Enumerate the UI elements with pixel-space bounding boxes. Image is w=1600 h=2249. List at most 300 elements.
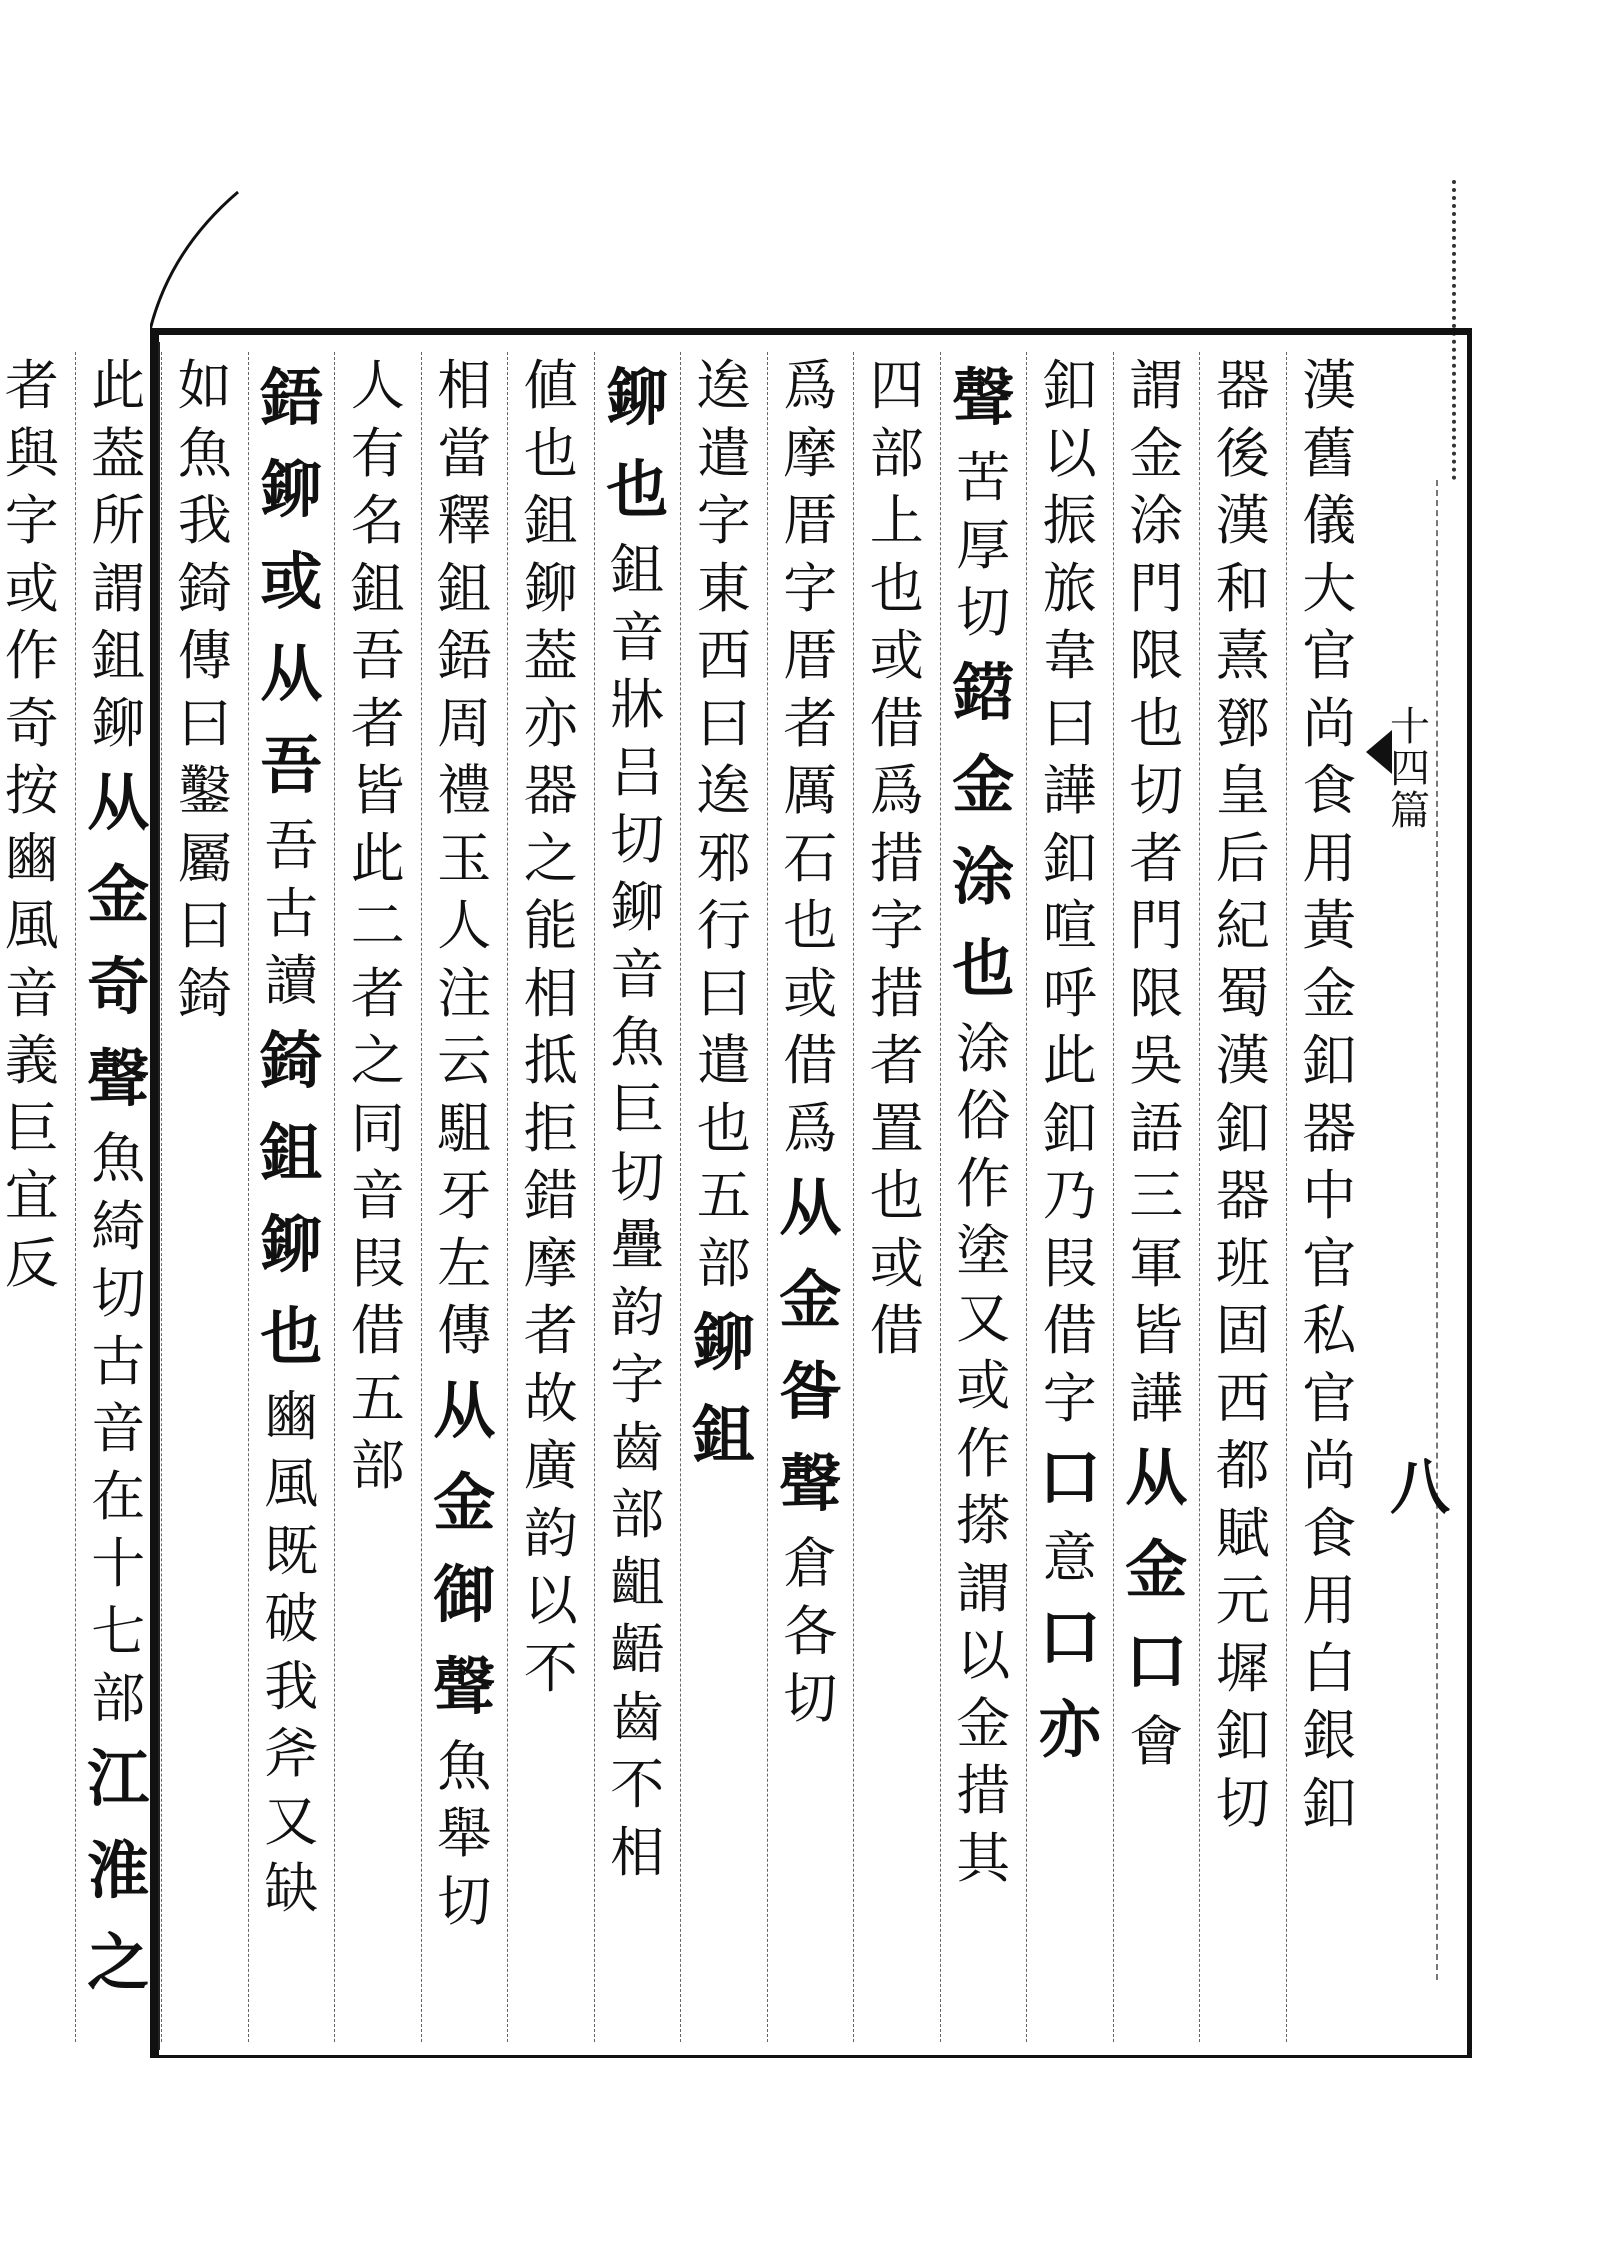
glyph: 搽 [956, 1489, 1011, 1552]
glyph: 音 [4, 961, 59, 1025]
glyph: 軍 [1129, 1231, 1184, 1295]
glyph: 切 [956, 581, 1011, 644]
glyph: 或 [260, 545, 323, 618]
glyph: 邪 [696, 826, 751, 890]
glyph: 切 [783, 1667, 838, 1730]
glyph: 涂 [956, 1016, 1011, 1080]
glyph: 曰 [1042, 691, 1097, 755]
glyph: 有 [350, 421, 405, 485]
glyph: 也 [1129, 691, 1184, 755]
glyph: 用 [1302, 826, 1357, 890]
glyph: 行 [696, 894, 751, 957]
glyph: 字 [4, 489, 59, 552]
glyph: 金 [433, 1465, 496, 1539]
text-column [1026, 352, 1113, 2042]
glyph: 讀 [264, 949, 319, 1012]
glyph: 鉚 [91, 691, 146, 755]
glyph: 傳 [437, 1299, 492, 1362]
glyph: 也 [869, 556, 924, 620]
glyph: 字 [783, 556, 838, 620]
glyph: 意 [1042, 1526, 1097, 1589]
glyph: 吳 [1129, 1029, 1184, 1092]
glyph: 西 [696, 624, 751, 687]
glyph: 能 [523, 894, 578, 957]
glyph: 切 [437, 1869, 492, 1933]
glyph: 遣 [696, 1029, 751, 1092]
glyph: 屬 [177, 826, 232, 890]
glyph: 作 [4, 624, 59, 687]
glyph: 切 [91, 1262, 146, 1325]
glyph: 都 [1215, 1434, 1270, 1497]
glyph: 注 [437, 961, 492, 1025]
glyph: 或 [869, 1231, 924, 1295]
glyph: 金 [1302, 961, 1357, 1025]
glyph: 門 [1129, 894, 1184, 957]
text-column [594, 352, 681, 2042]
glyph: 爲 [869, 759, 924, 822]
glyph: 金 [87, 858, 150, 931]
glyph: 與 [4, 421, 59, 485]
text-column [248, 352, 335, 2042]
glyph: 釦 [1215, 1704, 1270, 1767]
glyph: 者 [869, 1029, 924, 1092]
section-label [1390, 706, 1430, 832]
text-column [1286, 352, 1373, 2042]
glyph: 亦 [1038, 1692, 1101, 1766]
glyph: 巨 [4, 1096, 59, 1160]
glyph: 釦 [1042, 354, 1097, 417]
glyph: 鉏 [350, 556, 405, 620]
glyph: 曰 [177, 691, 232, 755]
glyph: 后 [1215, 826, 1270, 890]
glyph: 古 [264, 881, 319, 945]
glyph: 用 [1302, 1569, 1357, 1632]
glyph: 亦 [523, 691, 578, 755]
glyph: 鄧 [1215, 691, 1270, 755]
glyph: 錡 [177, 961, 232, 1025]
glyph: 逘 [696, 759, 751, 822]
glyph: 此 [350, 826, 405, 890]
glyph: 既 [264, 1519, 319, 1583]
glyph: 我 [264, 1654, 319, 1718]
glyph: 釦 [1042, 1096, 1097, 1160]
glyph: 相 [437, 354, 492, 417]
text-columns [4, 352, 1372, 2042]
glyph: 也 [869, 1164, 924, 1227]
glyph: 缺 [264, 1857, 319, 1920]
glyph: 相 [610, 1820, 665, 1884]
glyph: 口 [1038, 1441, 1101, 1514]
glyph: 周 [437, 691, 492, 755]
glyph: 振 [1042, 489, 1097, 552]
glyph: 厝 [783, 489, 838, 552]
glyph: 鉚 [610, 875, 665, 939]
glyph: 謂 [956, 1556, 1011, 1620]
glyph: 不 [610, 1753, 665, 1816]
glyph: 部 [869, 421, 924, 485]
glyph: 吾 [264, 814, 319, 877]
text-column [507, 352, 594, 2042]
glyph: 葢 [523, 624, 578, 687]
glyph: 傳 [177, 624, 232, 687]
glyph: 名 [350, 489, 405, 552]
glyph: 又 [264, 1789, 319, 1853]
glyph: 葢 [91, 421, 146, 485]
glyph: 曰 [696, 961, 751, 1025]
glyph: 牀 [610, 673, 665, 736]
glyph: 作 [956, 1421, 1011, 1485]
glyph: 此 [91, 354, 146, 417]
glyph: 拒 [523, 1096, 578, 1160]
glyph: 相 [523, 961, 578, 1025]
glyph: 或 [783, 961, 838, 1025]
glyph: 叚 [1042, 1231, 1097, 1295]
glyph: 後 [1215, 421, 1270, 485]
glyph: 呼 [1042, 961, 1097, 1025]
glyph: 鉚 [260, 1207, 323, 1281]
glyph: 鉏 [523, 489, 578, 552]
glyph: 蜀 [1215, 961, 1270, 1025]
glyph: 漢 [1215, 1029, 1270, 1092]
glyph: 以 [523, 1569, 578, 1632]
glyph: 錡 [260, 1023, 323, 1097]
glyph: 奇 [87, 950, 150, 1023]
glyph: 也 [696, 1096, 751, 1160]
glyph: 錡 [177, 556, 232, 620]
glyph: 也 [952, 931, 1015, 1005]
glyph: 厚 [956, 513, 1011, 577]
text-column [0, 352, 75, 2042]
glyph: 借 [783, 1029, 838, 1092]
glyph: 駔 [437, 1096, 492, 1160]
glyph: 鍣 [952, 655, 1015, 729]
glyph: 限 [1129, 961, 1184, 1025]
glyph: 十 [91, 1532, 146, 1595]
glyph: 左 [437, 1231, 492, 1295]
glyph: 釦 [1302, 1029, 1357, 1092]
page-number: 八 [1390, 1453, 1450, 1523]
glyph: 御 [433, 1557, 496, 1631]
glyph: 豳 [264, 1384, 319, 1448]
glyph: 切 [610, 808, 665, 871]
glyph: 舊 [1302, 421, 1357, 485]
glyph: 在 [91, 1464, 146, 1528]
glyph: 漢 [1215, 489, 1270, 552]
glyph: 金 [779, 1263, 842, 1336]
glyph: 漢 [1302, 354, 1357, 417]
glyph: 譁 [1042, 759, 1097, 822]
glyph: 从 [433, 1373, 496, 1447]
glyph: 義 [4, 1029, 59, 1092]
glyph: 魚 [91, 1127, 146, 1190]
glyph: 玉 [437, 826, 492, 890]
glyph: 私 [1302, 1299, 1357, 1362]
glyph: 固 [1215, 1299, 1270, 1362]
glyph: 我 [177, 489, 232, 552]
glyph: 限 [1129, 624, 1184, 687]
glyph: 齬 [610, 1618, 665, 1681]
glyph: 吕 [610, 740, 665, 804]
glyph: 釦 [1215, 1096, 1270, 1160]
glyph: 器 [1302, 1096, 1357, 1160]
glyph: 皆 [350, 759, 405, 822]
glyph: 錯 [523, 1164, 578, 1227]
glyph: 譁 [1129, 1366, 1184, 1430]
glyph: 爲 [783, 354, 838, 417]
glyph: 器 [1215, 354, 1270, 417]
glyph: 人 [350, 354, 405, 417]
text-column [940, 352, 1027, 2042]
glyph: 風 [4, 894, 59, 957]
glyph: 班 [1215, 1231, 1270, 1295]
glyph: 儀 [1302, 489, 1357, 552]
glyph: 抵 [523, 1029, 578, 1092]
glyph: 反 [4, 1231, 59, 1295]
glyph: 聲 [433, 1649, 496, 1723]
glyph: 賦 [1215, 1501, 1270, 1565]
glyph: 官 [1302, 1231, 1357, 1295]
glyph: 墀 [1215, 1636, 1270, 1700]
glyph: 鉚 [523, 556, 578, 620]
glyph: 字 [610, 1348, 665, 1411]
glyph: 音 [610, 943, 665, 1006]
glyph: 釋 [437, 489, 492, 552]
glyph: 其 [956, 1826, 1011, 1890]
glyph: 石 [783, 826, 838, 890]
glyph: 也 [523, 421, 578, 485]
glyph: 釦 [1042, 826, 1097, 890]
glyph: 措 [869, 961, 924, 1025]
glyph: 魚 [177, 421, 232, 485]
glyph: 官 [1302, 1366, 1357, 1430]
glyph: 上 [869, 489, 924, 552]
glyph: 昝 [779, 1355, 842, 1428]
glyph: 鉚 [260, 453, 323, 526]
glyph: 食 [1302, 759, 1357, 822]
glyph: 古 [91, 1329, 146, 1393]
glyph: 故 [523, 1366, 578, 1430]
glyph: 尚 [1302, 1434, 1357, 1497]
text-column [1199, 352, 1286, 2042]
glyph: 从 [260, 637, 323, 710]
glyph: 或 [869, 624, 924, 687]
glyph: 音 [91, 1397, 146, 1460]
text-column [421, 352, 508, 2042]
glyph: 舉 [437, 1802, 492, 1865]
glyph: 鉏 [437, 556, 492, 620]
glyph: 如 [177, 354, 232, 417]
glyph: 聲 [779, 1447, 842, 1520]
glyph: 尚 [1302, 691, 1357, 755]
glyph: 聲 [952, 361, 1015, 434]
glyph: 口 [1125, 1625, 1188, 1698]
glyph: 謂 [1129, 354, 1184, 417]
glyph: 者 [523, 1299, 578, 1362]
glyph: 又 [956, 1286, 1011, 1350]
glyph: 韵 [523, 1501, 578, 1565]
glyph: 齒 [610, 1685, 665, 1749]
glyph: 之 [350, 1029, 405, 1092]
glyph: 各 [783, 1599, 838, 1663]
glyph: 聲 [87, 1042, 150, 1115]
glyph: 同 [350, 1096, 405, 1160]
text-column [767, 352, 854, 2042]
glyph: 曰 [177, 894, 232, 957]
glyph: 官 [1302, 624, 1357, 687]
text-column [680, 352, 767, 2042]
glyph: 者 [350, 961, 405, 1025]
glyph: 曰 [696, 691, 751, 755]
glyph: 作 [956, 1151, 1011, 1215]
glyph: 金 [1129, 421, 1184, 485]
glyph: 者 [350, 691, 405, 755]
glyph: 借 [1042, 1299, 1097, 1362]
glyph: 或 [956, 1354, 1011, 1417]
glyph: 塗 [956, 1219, 1011, 1282]
glyph: 部 [610, 1483, 665, 1546]
glyph: 牙 [437, 1164, 492, 1227]
glyph: 鉚 [606, 361, 669, 434]
glyph: 黃 [1302, 894, 1357, 957]
glyph: 綺 [91, 1194, 146, 1258]
glyph: 釦 [1302, 1771, 1357, 1835]
glyph: 部 [350, 1434, 405, 1497]
glyph: 按 [4, 759, 59, 822]
glyph: 也 [606, 453, 669, 526]
glyph: 部 [696, 1231, 751, 1295]
glyph: 五 [696, 1164, 751, 1227]
glyph: 禮 [437, 759, 492, 822]
glyph: 巨 [610, 1078, 665, 1141]
glyph: 三 [1129, 1164, 1184, 1227]
glyph: 之 [523, 826, 578, 890]
glyph: 宜 [4, 1164, 59, 1227]
glyph: 鑿 [177, 759, 232, 822]
glyph: 苦 [956, 446, 1011, 509]
glyph: 魚 [437, 1734, 492, 1798]
glyph: 和 [1215, 556, 1270, 620]
glyph: 切 [1215, 1771, 1270, 1835]
glyph: 元 [1215, 1569, 1270, 1632]
glyph: 口 [1038, 1600, 1101, 1674]
glyph: 鉏 [610, 538, 665, 601]
text-column [334, 352, 421, 2042]
glyph: 破 [264, 1587, 319, 1650]
glyph: 鉏 [91, 624, 146, 687]
glyph: 字 [1042, 1366, 1097, 1430]
glyph: 齟 [610, 1550, 665, 1614]
section-label-char: 篇 [1390, 788, 1430, 834]
glyph: 吾 [350, 624, 405, 687]
glyph: 部 [91, 1667, 146, 1730]
glyph: 措 [869, 826, 924, 890]
glyph: 旅 [1042, 556, 1097, 620]
glyph: 紀 [1215, 894, 1270, 957]
glyph: 豳 [4, 826, 59, 890]
glyph: 吾 [260, 729, 323, 802]
glyph: 鉏 [692, 1398, 755, 1471]
glyph: 者 [4, 354, 59, 417]
glyph: 从 [779, 1171, 842, 1244]
glyph: 食 [1302, 1501, 1357, 1565]
glyph: 摩 [523, 1231, 578, 1295]
glyph: 當 [437, 421, 492, 485]
section-label-char: 四 [1390, 746, 1430, 792]
glyph: 俗 [956, 1084, 1011, 1147]
glyph: 東 [696, 556, 751, 620]
glyph: 疊 [610, 1213, 665, 1276]
glyph: 金 [956, 1691, 1011, 1755]
glyph: 者 [783, 691, 838, 755]
text-column [161, 352, 248, 2042]
glyph: 置 [869, 1096, 924, 1160]
glyph: 云 [437, 1029, 492, 1092]
glyph: 淮 [87, 1833, 150, 1907]
text-column [75, 352, 162, 2042]
glyph: 爲 [783, 1096, 838, 1160]
glyph: 江 [87, 1741, 150, 1815]
glyph: 器 [523, 759, 578, 822]
glyph: 此 [1042, 1029, 1097, 1092]
glyph: 喧 [1042, 894, 1097, 957]
glyph: 或 [4, 556, 59, 620]
glyph: 五 [350, 1366, 405, 1430]
glyph: 鋙 [437, 624, 492, 687]
glyph: 皆 [1129, 1299, 1184, 1362]
glyph: 也 [260, 1299, 323, 1373]
glyph: 人 [437, 894, 492, 957]
glyph: 逘 [696, 354, 751, 417]
glyph: 中 [1302, 1164, 1357, 1227]
text-column [1113, 352, 1200, 2042]
glyph: 音 [350, 1164, 405, 1227]
glyph: 措 [956, 1759, 1011, 1822]
glyph: 乃 [1042, 1164, 1097, 1227]
glyph: 金 [952, 747, 1015, 821]
glyph: 者 [1129, 826, 1184, 890]
glyph: 叚 [350, 1231, 405, 1295]
glyph: 遣 [696, 421, 751, 485]
glyph: 厲 [783, 759, 838, 822]
glyph: 字 [869, 894, 924, 957]
glyph: 鉏 [260, 1115, 323, 1189]
glyph: 韵 [610, 1280, 665, 1344]
glyph: 七 [91, 1599, 146, 1663]
glyph: 金 [1125, 1533, 1188, 1606]
glyph: 會 [1129, 1710, 1184, 1773]
glyph: 以 [956, 1624, 1011, 1687]
glyph: 器 [1215, 1164, 1270, 1227]
glyph: 倉 [783, 1532, 838, 1595]
glyph: 白 [1302, 1636, 1357, 1700]
glyph: 字 [696, 489, 751, 552]
glyph: 齒 [610, 1415, 665, 1479]
glyph: 廣 [523, 1434, 578, 1497]
glyph: 謂 [91, 556, 146, 620]
glyph: 熹 [1215, 624, 1270, 687]
glyph: 斧 [264, 1722, 319, 1785]
glyph: 从 [87, 766, 150, 839]
glyph: 借 [869, 1299, 924, 1362]
glyph: 奇 [4, 691, 59, 755]
glyph: 大 [1302, 556, 1357, 620]
glyph: 魚 [610, 1010, 665, 1074]
glyph: 西 [1215, 1366, 1270, 1430]
glyph: 也 [783, 894, 838, 957]
glyph: 四 [869, 354, 924, 417]
glyph: 切 [610, 1145, 665, 1209]
section-label-char: 十 [1390, 704, 1430, 750]
